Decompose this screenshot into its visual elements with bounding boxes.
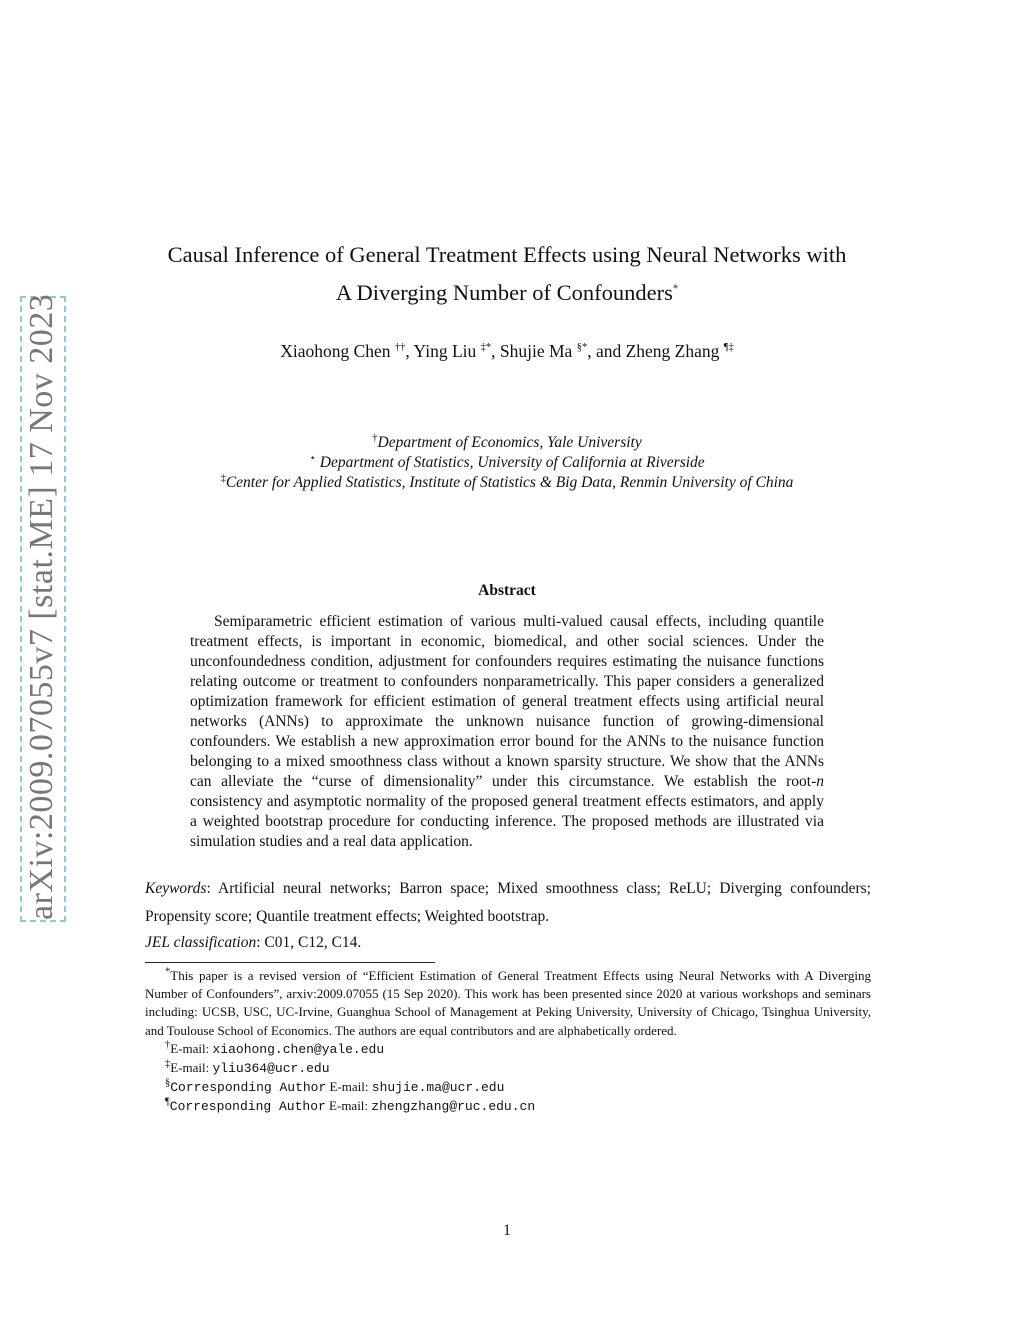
keywords-text: : Artificial neural networks; Barron space; Mixed smoothness class; ReLU; Diverging confounders; Propensity score; Quantile treatment effects; Weighted bootstrap. [145,880,871,925]
author-marks: ¶‡ [723,342,734,354]
title-line-2 [120,274,894,312]
author-name: Shujie Ma [499,341,573,361]
footnote-main-text: This paper is a revised version of “Efficient Estimation of General Treatment Effects using Neural Networks with A Diverging Number of Confounders”, arxiv:2009.07055 (15 Sep 2020). This work has been presented since 2020 at various workshops and seminars including: UCSB, USC, UC-Irvine, Guanghua School of Management at Peking University, University of Chicago, Tsinghua University, and Toulouse School of Economics. The authors are equal contributors and are alphabetically ordered. [145,968,871,1038]
author-marks: §* [576,342,588,354]
author-marks: ‡* [480,342,492,354]
keywords-label: Keywords [145,880,207,897]
footnotes [145,967,871,1117]
email-address: xiaohong.chen@yale.edu [212,1041,385,1057]
title-line-1: Causal Inference of General Treatment Effects using Neural Networks with [167,242,847,267]
jel-label: JEL classification [145,934,257,951]
paper-title [120,236,894,312]
corresponding-author-label: Corresponding Author [170,1080,327,1096]
abstract-math-n: n [816,773,824,790]
jel-text: : C01, C12, C14. [256,934,362,951]
footnote-mark: ‡ [165,1058,171,1070]
affiliation-text: Department of Statistics, University of California at Riverside [315,454,705,471]
affiliations [120,433,894,493]
author-list [120,337,894,365]
footnote-mark: † [165,1039,171,1051]
arxiv-identifier: arXiv:2009.07055v7 [stat.ME] 17 Nov 2023 [23,293,60,920]
footnote-email [145,1078,871,1097]
email-label: E-mail: [325,1098,372,1114]
affiliation-mark: ⋆ [309,452,316,464]
author-separator: , [491,341,500,361]
footnote-mark: * [165,966,171,978]
keywords [145,875,871,931]
corresponding-author-label: Corresponding Author [169,1099,326,1115]
affiliation-line [120,473,894,493]
affiliation-mark: ‡ [220,472,226,484]
abstract-text-part-1: Semiparametric efficient estimation of various multi-valued causal effects, including quantile treatment effects, is important in economic, biomedical, and other social sciences. Under the unconfoundedness condition, adjustment for confounders requires estimating the nuisance functions relating outcome or treatment to confounders nonparametrically. This paper considers a generalized optimization framework for efficient estimation of general treatment effects using artificial neural networks (ANNs) to approximate the unknown nuisance function of growing-dimensional confounders. We establish a new approximation error bound for the ANNs to the nuisance function belonging to a mixed smoothness class without a known sparsity structure. We show that the ANNs can alleviate the “curse of dimensionality” under this circumstance. We establish the root- [190,613,824,790]
footnote-rule [145,962,435,963]
author-separator-last: , and [587,341,626,361]
affiliation-line [120,453,894,473]
email-address: yliu364@ucr.edu [212,1061,330,1077]
author-marks: †† [394,342,406,354]
email-address: shujie.ma@ucr.edu [371,1080,505,1096]
abstract-text-part-2: consistency and asymptotic normality of the proposed general treatment effects estimators, and apply a weighted bootstrap procedure for conducting inference. The proposed methods are illustrated via simulation studies and a real data application. [190,793,824,850]
author-separator: , [405,341,414,361]
abstract-heading: Abstract [478,582,536,599]
email-label: E-mail: [170,1060,213,1076]
footnote-mark: § [165,1077,171,1089]
title-line-2-text: A Diverging Number of Confounders [335,280,673,305]
author-name: Ying Liu [413,341,477,361]
author-name: Zheng Zhang [625,341,720,361]
affiliation-text: Center for Applied Statistics, Institute of Statistics & Big Data, Renmin University of China [225,474,794,491]
jel-classification [145,932,871,954]
page-number: 1 [503,1222,511,1239]
footnote-mark: ¶ [165,1097,170,1109]
footnote-email [145,1059,871,1078]
affiliation-line [120,433,894,453]
email-label: E-mail: [326,1079,372,1095]
abstract-body [190,612,824,852]
email-label: E-mail: [170,1040,213,1056]
author-name: Xiaohong Chen [280,341,391,361]
affiliation-text: Department of Economics, Yale University [377,434,642,451]
title-footnote-mark: * [672,283,679,295]
footnote-email [145,1097,871,1116]
email-address: zhengzhang@ruc.edu.cn [371,1099,536,1115]
affiliation-mark: † [372,432,378,444]
footnote-email [145,1040,871,1059]
footnote-main [145,967,871,1040]
